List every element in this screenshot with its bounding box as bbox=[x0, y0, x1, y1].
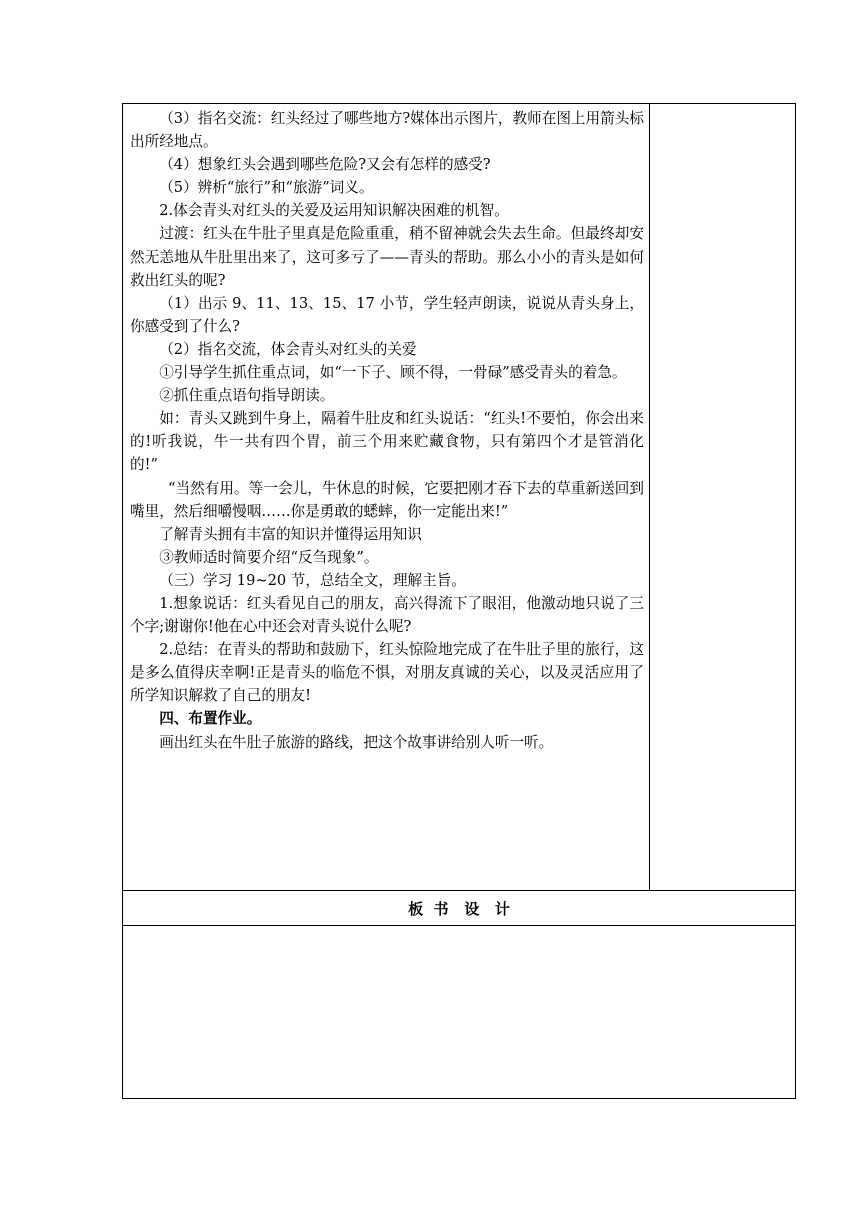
section-heading: 四、布置作业。 bbox=[159, 710, 262, 728]
paragraph: （5）辨析“旅行”和“旅游”词义。 bbox=[159, 179, 374, 197]
paragraph: 如：青头又跳到牛身上，隔着牛肚皮和红头说话：“红头!不要怕，你会出来的!听我说，牛一共有四个胃，前三个用来贮藏食物，只有第四个才是管消化的!” bbox=[130, 410, 644, 474]
paragraph: 2.体会青头对红头的关爱及运用知识解决困难的机智。 bbox=[159, 202, 509, 220]
paragraph: （1）出示 9、11、13、15、17 小节，学生轻声朗读，说说从青头身上，你感受到了什么? bbox=[130, 294, 644, 335]
paragraph: （三）学习 19~20 节，总结全文，理解主旨。 bbox=[159, 571, 466, 589]
paragraph: 1.想象说话：红头看见自己的朋友，高兴得流下了眼泪，他激动地只说了三个字;谢谢你!他在心中还会对青头说什么呢? bbox=[130, 594, 644, 636]
notes-cell bbox=[650, 104, 795, 890]
teaching-process-row bbox=[123, 104, 795, 891]
board-design-cell bbox=[123, 926, 795, 1098]
paragraph: 画出红头在牛肚子旅游的路线，把这个故事讲给别人听一听。 bbox=[159, 733, 554, 751]
teaching-process-cell bbox=[123, 104, 650, 890]
paragraph: （3）指名交流：红头经过了哪些地方?媒体出示图片，教师在图上用箭头标出所经地点。 bbox=[130, 110, 644, 151]
paragraph: （4）想象红头会遇到哪些危险?又会有怎样的感受? bbox=[159, 156, 491, 174]
paragraph: 2.总结：在青头的帮助和鼓励下，红头惊险地完成了在牛肚子里的旅行，这是多么值得庆幸啊!正是青头的临危不惧，对朋友真诚的关心，以及灵活应用了所学知识解救了自己的朋友! bbox=[130, 641, 644, 705]
paragraph: ③教师适时简要介绍“反刍现象”。 bbox=[159, 548, 379, 566]
paragraph: 过渡：红头在牛肚子里真是危险重重，稍不留神就会失去生命。但最终却安然无恙地从牛肚里出来了，这可多亏了——青头的帮助。那么小小的青头是如何救出红头的呢? bbox=[130, 225, 644, 289]
board-design-heading: 板 书 设 计 bbox=[408, 899, 510, 918]
board-design-heading-row bbox=[123, 891, 795, 926]
paragraph: （2）指名交流，体会青头对红头的关爱 bbox=[159, 340, 417, 358]
paragraph: “当然有用。等一会儿，牛休息的时候，它要把刚才吞下去的草重新送回到嘴里，然后细嚼慢咽……你是勇敢的蟋蟀，你一定能出来!” bbox=[130, 479, 644, 520]
paragraph: ①引导学生抓住重点词，如“一下子、顾不得，一骨碌”感受青头的着急。 bbox=[159, 364, 627, 382]
lesson-plan-table bbox=[122, 103, 796, 1099]
paragraph: ②抓住重点语句指导朗读。 bbox=[159, 387, 335, 405]
paragraph: 了解青头拥有丰富的知识并懂得运用知识 bbox=[159, 525, 422, 543]
lesson-content bbox=[130, 107, 644, 754]
